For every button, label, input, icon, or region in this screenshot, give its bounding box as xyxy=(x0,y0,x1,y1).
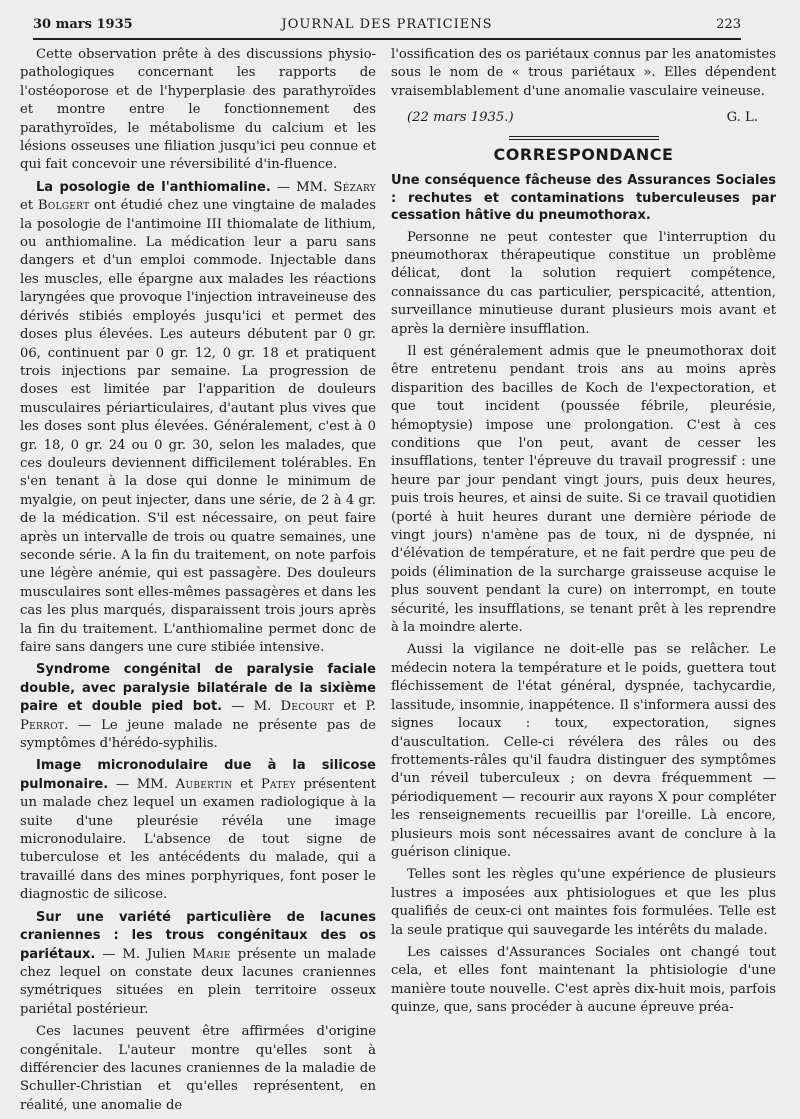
left-column xyxy=(20,46,376,1119)
item-syndrome xyxy=(20,661,376,753)
article-subheading: Une conséquence fâcheuse des Assurances Sociales : rechutes et contaminations tuberculeuses par cessation hâtive du pneumothorax. xyxy=(391,173,776,224)
item-silicose xyxy=(20,757,376,904)
article-paragraph: Telles sont les règles qu'une expérience de plusieurs lustres a imposées aux phtisiologues et que les plus qualifiés de ceux-ci ont maintes fois formulées. Telle est la seule pratique qui sauvegarde les intérêts du malade. xyxy=(391,867,776,938)
item-body: ont étudié chez une vingtaine de malades la posologie de l'antimoine III thiomalate de lithium, ou anthiomaline. La médication leur a paru sans dangers et d'un emploi commode. Injectable dans les muscles, elle épargne aux malades les réactions laryngées que provoque l'injection intraveineuse des dérivés stibiés employés jusqu'ici et permet des doses plus élevées. Les auteurs débutent par 0 gr. 06, continuent par 0 gr. 12, 0 gr. 18 et pratiquent trois injections par semaine. La progression de doses est limitée par l'apparition de douleurs musculaires périarticulaires, d'autant plus vives que les doses sont plus élevées. Généralement, c'est à 0 gr. 18, 0 gr. 24 ou 0 gr. 30, selon les malades, que ces douleurs deviennent difficilement tolérables. En s'en tenant à la dose qui donne le minimum de myalgie, on peut injecter, dans une série, de 2 à 4 gr. de la médication. S'il est nécessaire, on peut faire après un intervalle de trois ou quatre semaines, une seconde série. A la fin du traitement, on note parfois une légère anémie, qui est passagère. Des douleurs musculaires sont elles-mêmes passagères et dans les cas les plus marqués, disparaissent trois jours après la fin du traitement. L'anthiomaline permet donc de faire sans dangers une cure stibiée intensive. xyxy=(20,198,376,655)
item-heading: Image micronodulaire due à la silicose pulmonaire. xyxy=(20,758,376,792)
item-heading: Sur une variété particulière de lacunes craniennes : les trous congénitaux des os pariétaux. xyxy=(20,909,376,962)
author-name: Marie xyxy=(192,946,231,962)
article-paragraph: Les caisses d'Assurances Sociales ont changé tout cela, et elles font maintenant la phtisiologie d'une manière toute nouvelle. C'est après dix-huit mois, parfois quinze, que, sans procéder à aucune épreuve préa- xyxy=(391,944,776,1016)
item-separator: — M. Julien xyxy=(95,946,193,962)
item-separator: — MM. xyxy=(108,776,176,792)
author-joiner: et P. xyxy=(334,699,376,715)
item-lacunes xyxy=(20,909,376,1019)
item-posologie xyxy=(20,179,376,658)
item-body: présentent un malade chez lequel un examen radiologique à la suite d'une pleurésie révéla une image micronodulaire. L'absence de tout signe de tuberculose et les antécédents du malade, qui a travaillé dans des mines porphyriques, font poser le diagnostic de silicose. xyxy=(20,776,376,903)
intro-paragraph: Cette observation prête à des discussions physio-pathologiques concernant les rapports de l'ostéoporose et de l'hyperplasie des parathyroïdes et montre entre le fonctionnement des parathyroïdes, le métabolisme du calcium et les lésions osseuses une filiation jusqu'ici peu connue et qui fait concevoir une réversibilité d'in-fluence. xyxy=(20,47,376,173)
right-column xyxy=(391,46,776,1022)
item-heading: Syndrome congénital de paralysie faciale double, avec paralysie bilatérale de la sixième paire et double pied bot. xyxy=(20,662,376,715)
page-header xyxy=(33,14,741,40)
section-divider xyxy=(509,136,659,140)
section-title: CORRESPONDANCE xyxy=(493,144,674,164)
page-number: 223 xyxy=(716,17,741,32)
author-name: Sézary xyxy=(333,179,376,195)
item-separator: — M. xyxy=(222,699,281,715)
signature-date: (22 mars 1935.) xyxy=(407,110,514,126)
author-name: Patey xyxy=(260,776,296,792)
item-body: présente un malade chez lequel on constate deux lacunes craniennes symétriques situées en plein territoire osseux pariétal postérieur. xyxy=(20,946,376,1017)
item-lacunes-continued: Ces lacunes peuvent être affirmées d'origine congénitale. L'auteur montre qu'elles sont à différencier des lacunes craniennes de la maladie de Schuller-Christian et qu'elles représentent, en réalité, une anomalie de xyxy=(20,1024,376,1113)
article-paragraph: Personne ne peut contester que l'interruption du pneumothorax thérapeutique constitue un problème délicat, dont la solution requiert compétence, connaissance du cas particulier, perspicacité, attention, surveillance minutieuse durant plusieurs mois avant et après la dernière insufflation. xyxy=(391,229,776,337)
item-heading: La posologie de l'anthiomaline. xyxy=(36,179,271,195)
author-joiner: et xyxy=(232,776,261,792)
author-joiner: et xyxy=(20,198,38,214)
journal-title: JOURNAL DES PRATICIENS xyxy=(281,17,493,32)
article-paragraph: Il est généralement admis que le pneumothorax doit être entretenu pendant trois ans au moins après disparition des bacilles de Koch de l'expectoration, et que tout incident (poussée fébrile, pleurésie, hémoptysie) impose une prolongation. C'est à ces conditions que l'on peut, avant de cesser les insufflations, tenter l'épreuve du travail progressif : une heure par jour pendant vingt jours, puis deux heures, puis trois heures, et ainsi de suite. Si ce travail quotidien (porté à huit heures durant une dernière période de vingt jours) n'amène pas de toux, ni de dyspnée, ni d'élévation de température, et ne fait perdre que peu de poids (élimination de la surcharge graisseuse acquise le plus souvent pendant la cure) on interrompt, en toute sécurité, les insufflations, se tenant prêt à les reprendre à la moindre alerte. xyxy=(391,343,776,636)
header-date: 30 mars 1935 xyxy=(33,17,133,32)
item-body: . — Le jeune malade ne présente pas de symptômes d'hérédo-syphilis. xyxy=(20,717,376,752)
author-name: Perrot xyxy=(20,717,65,733)
item-separator: — MM. xyxy=(270,179,334,195)
author-name: Decourt xyxy=(280,699,335,715)
signature-initials: G. L. xyxy=(726,110,758,126)
author-name: Bolgert xyxy=(37,198,90,214)
article-paragraph: Aussi la vigilance ne doit-elle pas se relâcher. Le médecin notera la température et le poids, guettera tout fléchissement de l'état général, dyspnée, tachycardie, lassitude, insomnie, inappétence. Il s'informera aussi des signes locaux : toux, expectoration, signes d'auscultation. Celle-ci révélera des râles ou des frottements-râles qu'il faudra distinguer des symptômes d'un réveil tuberculeux ; on devra fréquemment — périodiquement — recourir aux rayons X pour compléter les renseignements recueillis par l'oreille. Là encore, plusieurs mois sont nécessaires avant de conclure à la guérison clinique. xyxy=(391,642,776,860)
continued-paragraph: l'ossification des os pariétaux connus par les anatomistes sous le nom de « trous pariétaux ». Elles dépendent vraisemblablement d'une anomalie vasculaire veineuse. xyxy=(391,47,776,99)
signature-line xyxy=(407,109,758,127)
author-name: Aubertin xyxy=(175,776,233,792)
